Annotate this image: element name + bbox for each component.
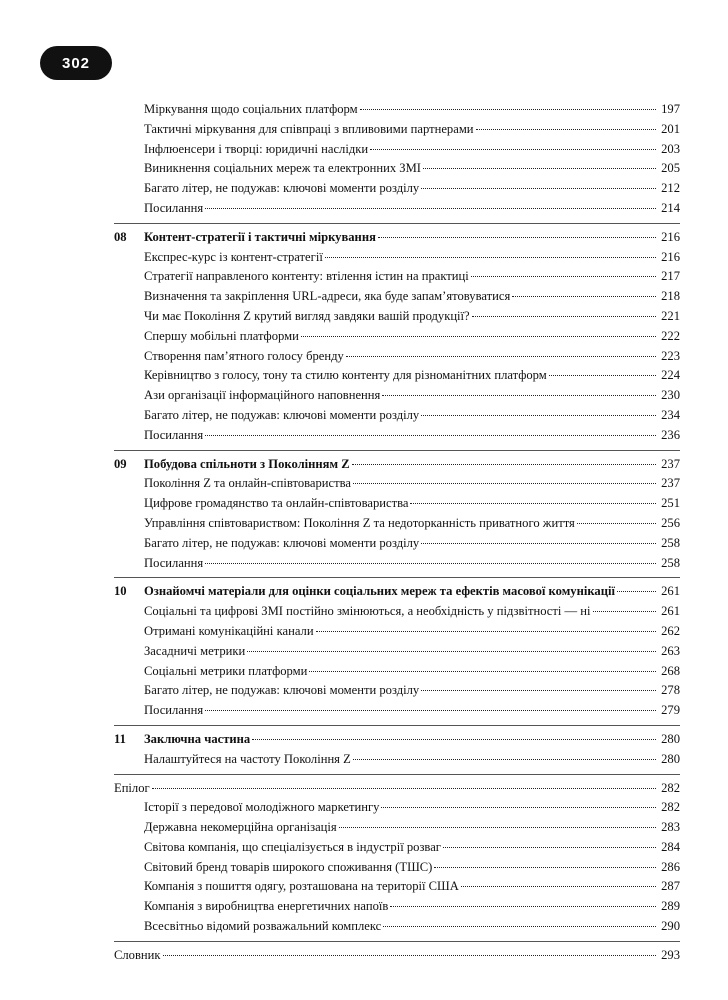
- entry-page-number: 258: [661, 535, 680, 550]
- toc-entry: [114, 386, 680, 406]
- entry-page-number: 205: [661, 161, 680, 176]
- entry-title: Побудова спільноти з Поколінням Z: [144, 456, 350, 471]
- entry-page-number: 287: [661, 879, 680, 894]
- entry-title: Світова компанія, що спеціалізується в індустрії розваг: [144, 839, 441, 854]
- entry-title: Компанія з пошиття одягу, розташована на території США: [144, 879, 459, 894]
- dot-leader: [205, 562, 656, 564]
- dot-leader: [410, 502, 656, 504]
- toc-entry: [114, 474, 680, 494]
- entry-page-number: 224: [661, 368, 680, 383]
- dot-leader: [205, 709, 656, 711]
- entry-page-number: 279: [661, 703, 680, 718]
- entry-title: Історії з передової молодіжного маркетингу: [144, 800, 380, 815]
- dot-leader: [152, 787, 656, 789]
- toc-entry: [114, 426, 680, 446]
- entry-page-number: 216: [661, 249, 680, 264]
- dot-leader: [252, 738, 656, 740]
- dot-leader: [421, 542, 656, 544]
- entry-title: Налаштуйтеся на частоту Покоління Z: [144, 751, 351, 766]
- dot-leader: [549, 374, 656, 376]
- entry-page-number: 230: [661, 388, 680, 403]
- toc-entry: [114, 858, 680, 878]
- entry-page-number: 218: [661, 289, 680, 304]
- toc-entry: [114, 750, 680, 770]
- entry-title: Всесвітньо відомий розважальний комплекс: [144, 919, 382, 934]
- dot-leader: [353, 482, 656, 484]
- dot-leader: [353, 758, 656, 760]
- dot-leader: [471, 275, 656, 277]
- entry-page-number: 197: [661, 102, 680, 116]
- toc-entry: [114, 701, 680, 721]
- entry-title: Інфлюенсери і творці: юридичні наслідки: [144, 141, 369, 156]
- section-heading: [114, 946, 680, 966]
- dot-leader: [378, 236, 656, 238]
- toc-entry: [114, 406, 680, 426]
- section-divider: [114, 577, 680, 578]
- toc-entry: [114, 248, 680, 268]
- dot-leader: [247, 650, 656, 652]
- page-number-badge: 302: [40, 46, 112, 80]
- toc-entry: [114, 642, 680, 662]
- entry-title: Багато літер, не подужав: ключові моменти розділу: [144, 181, 420, 196]
- entry-page-number: 290: [661, 919, 680, 934]
- toc-entry: [114, 662, 680, 682]
- dot-leader: [423, 167, 656, 169]
- entry-page-number: 237: [661, 476, 680, 491]
- toc-entry: [114, 347, 680, 367]
- dot-leader: [617, 590, 656, 592]
- entry-page-number: 214: [661, 200, 680, 215]
- entry-page-number: 282: [661, 780, 680, 795]
- section-divider: [114, 774, 680, 775]
- entry-title: Державна некомерційна організація: [144, 820, 337, 835]
- dot-leader: [370, 148, 656, 150]
- entry-title: Компанія з виробництва енергетичних напоїв: [144, 899, 389, 914]
- entry-title: Багато літер, не подужав: ключові моменти розділу: [144, 407, 420, 422]
- entry-page-number: 289: [661, 899, 680, 914]
- entry-page-number: 222: [661, 328, 680, 343]
- dot-leader: [593, 610, 656, 612]
- dot-leader: [381, 806, 656, 808]
- entry-page-number: 221: [661, 308, 680, 323]
- toc-entry: [114, 602, 680, 622]
- toc-entry: [114, 140, 680, 160]
- entry-title: Соціальні метрики платформи: [144, 663, 308, 678]
- dot-leader: [512, 295, 656, 297]
- toc-entry: [114, 199, 680, 219]
- dot-leader: [346, 355, 656, 357]
- entry-title: Управління співтовариством: Покоління Z та недоторканність приватного життя: [144, 515, 575, 530]
- entry-title: Цифрове громадянство та онлайн-співтовариства: [144, 496, 409, 511]
- entry-page-number: 278: [661, 683, 680, 698]
- toc-entry: [114, 100, 680, 120]
- entry-title: Створення пам’ятного голосу бренду: [144, 348, 344, 363]
- dot-leader: [163, 954, 656, 956]
- dot-leader: [443, 846, 656, 848]
- entry-page-number: 258: [661, 555, 680, 570]
- dot-leader: [383, 925, 656, 927]
- dot-leader: [390, 905, 656, 907]
- dot-leader: [421, 689, 656, 691]
- entry-page-number: 293: [661, 947, 680, 962]
- entry-title: Епілог: [114, 780, 150, 795]
- toc-entry: [114, 366, 680, 386]
- dot-leader: [325, 256, 656, 258]
- dot-leader: [421, 187, 656, 189]
- chapter-heading: [114, 455, 680, 475]
- dot-leader: [476, 128, 656, 130]
- toc-entry: [114, 798, 680, 818]
- entry-title: Заключна частина: [144, 731, 251, 746]
- dot-leader: [461, 885, 656, 887]
- entry-page-number: 263: [661, 643, 680, 658]
- chapter-heading: [114, 582, 680, 602]
- entry-title: Посилання: [144, 200, 204, 215]
- entry-page-number: 283: [661, 820, 680, 835]
- entry-page-number: 268: [661, 663, 680, 678]
- entry-page-number: 223: [661, 348, 680, 363]
- entry-page-number: 237: [661, 456, 680, 471]
- entry-page-number: 280: [661, 731, 680, 746]
- toc-entry: [114, 554, 680, 574]
- dot-leader: [577, 522, 656, 524]
- dot-leader: [205, 434, 656, 436]
- entry-title: Соціальні та цифрові ЗМІ постійно змінюються, а необхідність у підзвітності — ні: [144, 604, 591, 619]
- section-heading: [114, 779, 680, 799]
- entry-title: Словник: [114, 947, 161, 962]
- entry-page-number: 236: [661, 427, 680, 442]
- entry-page-number: 216: [661, 229, 680, 244]
- toc-entry: [114, 287, 680, 307]
- entry-title: Тактичні міркування для співпраці з впливовими партнерами: [144, 121, 474, 136]
- toc-entry: [114, 681, 680, 701]
- toc-entry: [114, 622, 680, 642]
- entry-title: Світовий бренд товарів широкого споживання (ТШС): [144, 859, 433, 874]
- entry-title: Посилання: [144, 555, 204, 570]
- toc-entry: [114, 120, 680, 140]
- entry-page-number: 203: [661, 141, 680, 156]
- dot-leader: [421, 414, 656, 416]
- chapter-number: 08: [114, 229, 127, 244]
- entry-page-number: 251: [661, 496, 680, 511]
- chapter-number: 11: [114, 731, 126, 746]
- toc-entry: [114, 877, 680, 897]
- toc-entry: [114, 159, 680, 179]
- section-divider: [114, 725, 680, 726]
- dot-leader: [434, 866, 656, 868]
- entry-title: Ази організації інформаційного наповнення: [144, 388, 381, 403]
- entry-page-number: 280: [661, 751, 680, 766]
- toc-entry: [114, 534, 680, 554]
- chapter-heading: [114, 228, 680, 248]
- dot-leader: [382, 394, 656, 396]
- entry-page-number: 284: [661, 839, 680, 854]
- section-divider: [114, 941, 680, 942]
- dot-leader: [309, 670, 656, 672]
- toc-entry: [114, 838, 680, 858]
- entry-title: Багато літер, не подужав: ключові моменти розділу: [144, 683, 420, 698]
- dot-leader: [205, 207, 656, 209]
- entry-page-number: 282: [661, 800, 680, 815]
- entry-title: Визначення та закріплення URL-адреси, яка буде запам’ятовуватися: [144, 289, 511, 304]
- toc-entry: [114, 494, 680, 514]
- entry-title: Отримані комунікаційні канали: [144, 623, 314, 638]
- entry-title: Посилання: [144, 703, 204, 718]
- entry-title: Керівництво з голосу, тону та стилю контенту для різноманітних платформ: [144, 368, 547, 383]
- entry-title: Покоління Z та онлайн-співтовариства: [144, 476, 351, 491]
- dot-leader: [316, 630, 656, 632]
- entry-page-number: 234: [661, 407, 680, 422]
- dot-leader: [301, 335, 656, 337]
- toc-entry: [114, 307, 680, 327]
- entry-title: Міркування щодо соціальних платформ: [144, 102, 358, 116]
- dot-leader: [352, 463, 656, 465]
- section-divider: [114, 223, 680, 224]
- entry-title: Стратегії направленого контенту: втілення істин на практиці: [144, 269, 469, 284]
- section-divider: [114, 450, 680, 451]
- entry-title: Виникнення соціальних мереж та електронних ЗМІ: [144, 161, 421, 176]
- entry-page-number: 212: [661, 181, 680, 196]
- toc-entry: [114, 267, 680, 287]
- entry-page-number: 217: [661, 269, 680, 284]
- entry-title: Посилання: [144, 427, 204, 442]
- entry-title: Ознайомчі матеріали для оцінки соціальних мереж та ефектів масової комунікації: [144, 584, 615, 599]
- table-of-contents: [114, 100, 680, 966]
- toc-entry: [114, 897, 680, 917]
- toc-entry: [114, 327, 680, 347]
- toc-entry: [114, 818, 680, 838]
- entry-title: Чи має Покоління Z крутий вигляд завдяки вашій продукції?: [144, 308, 470, 323]
- toc-entry: [114, 514, 680, 534]
- entry-page-number: 256: [661, 515, 680, 530]
- entry-page-number: 261: [661, 584, 680, 599]
- chapter-number: 09: [114, 456, 127, 471]
- dot-leader: [339, 826, 656, 828]
- toc-entry: [114, 917, 680, 937]
- entry-title: Контент-стратегії і тактичні міркування: [144, 229, 376, 244]
- dot-leader: [360, 108, 656, 110]
- toc-entry: [114, 179, 680, 199]
- entry-title: Багато літер, не подужав: ключові моменти розділу: [144, 535, 420, 550]
- entry-page-number: 201: [661, 121, 680, 136]
- entry-title: Спершу мобільні платформи: [144, 328, 299, 343]
- entry-title: Засадничі метрики: [144, 643, 246, 658]
- entry-title: Експрес-курс із контент-стратегії: [144, 249, 323, 264]
- chapter-number: 10: [114, 584, 127, 599]
- entry-page-number: 286: [661, 859, 680, 874]
- chapter-heading: [114, 730, 680, 750]
- entry-page-number: 262: [661, 623, 680, 638]
- entry-page-number: 261: [661, 604, 680, 619]
- dot-leader: [472, 315, 656, 317]
